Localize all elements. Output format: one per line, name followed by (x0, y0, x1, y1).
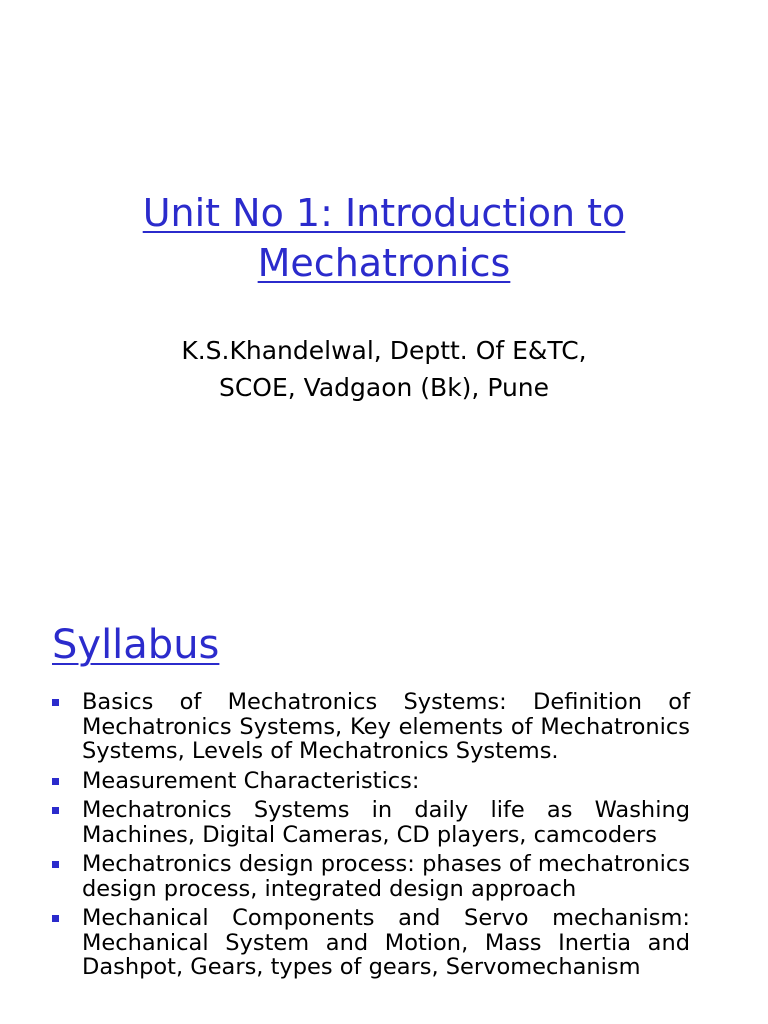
bullet-square-icon (52, 915, 59, 922)
list-item (52, 690, 690, 764)
bullet-square-icon (52, 807, 59, 814)
bullet-square-icon (52, 778, 59, 785)
list-item (52, 906, 690, 980)
bullet-square-icon (52, 861, 59, 868)
title-line-1: Unit No 1: Introduction to (142, 191, 626, 235)
list-item (52, 852, 690, 901)
syllabus-heading: Syllabus (52, 622, 220, 668)
list-item-text: Mechanical Components and Servo mechanism: Mechanical System and Motion, Mass Inertia and Dashpot, Gears, types of gears, Servomechanism (82, 905, 690, 980)
list-item-text: Mechatronics Systems in daily life as Washing Machines, Digital Cameras, CD players, camcoders (82, 797, 690, 848)
title-line-2: Mechatronics (257, 241, 511, 285)
bullet-square-icon (52, 699, 59, 706)
list-item-text: Basics of Mechatronics Systems: Definition of Mechatronics Systems, Key elements of Mechatronics Systems, Levels of Mechatronics Systems. (82, 689, 690, 764)
list-item (52, 769, 690, 794)
author-info (0, 332, 768, 406)
slide-syllabus (0, 600, 768, 1024)
list-item-text: Mechatronics design process: phases of mechatronics design process, integrated design approach (82, 851, 690, 902)
syllabus-list (52, 690, 690, 985)
page-title (0, 188, 768, 288)
list-item-text: Measurement Characteristics: (82, 767, 420, 794)
author-line-1: K.S.Khandelwal, Deptt. Of E&TC, (181, 336, 587, 365)
author-line-2: SCOE, Vadgaon (Bk), Pune (218, 373, 550, 402)
list-item (52, 798, 690, 847)
